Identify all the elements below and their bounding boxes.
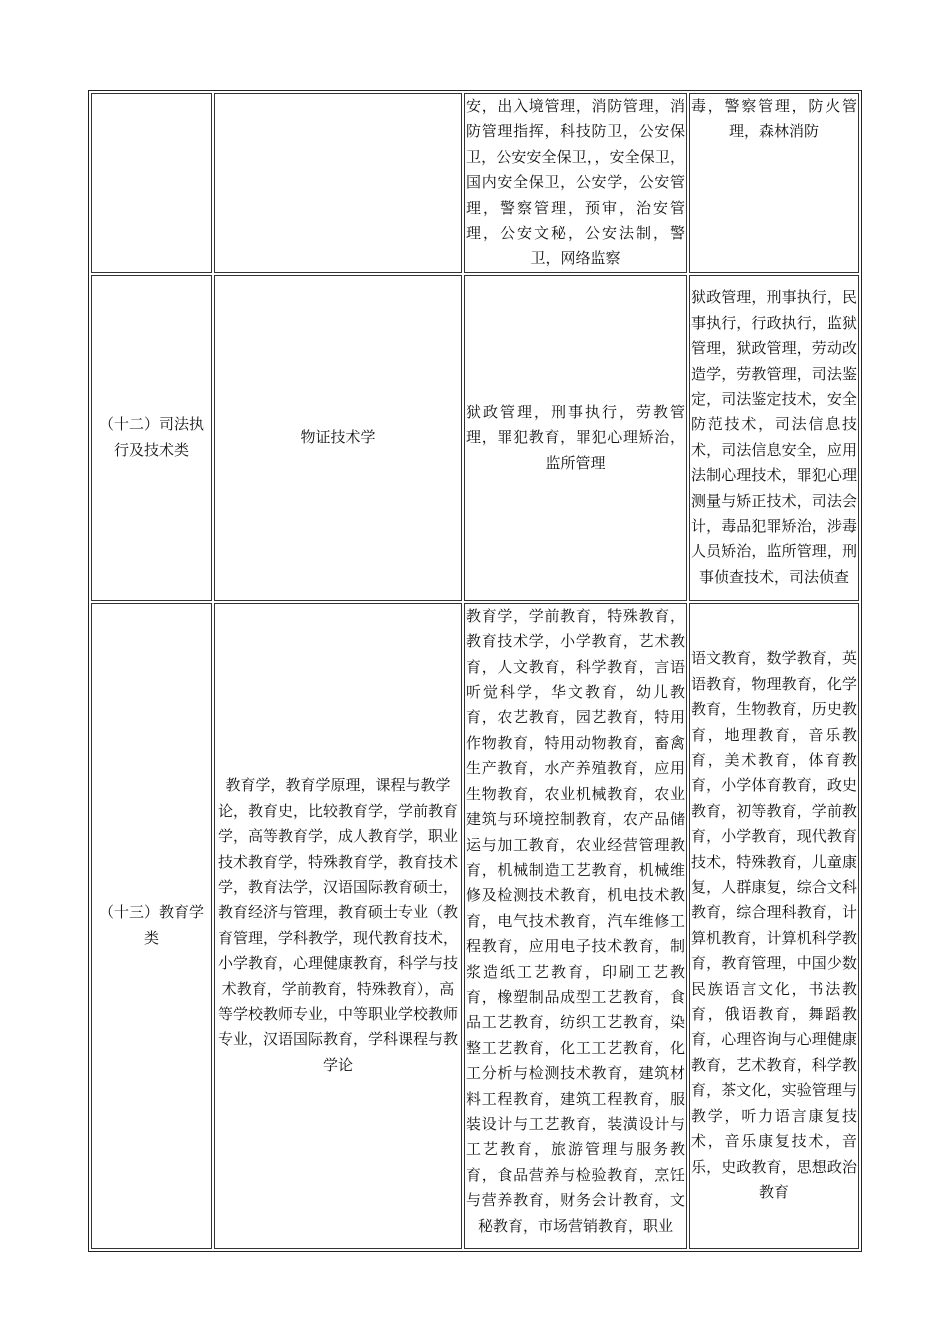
junior-college-majors-text: 语文教育，数学教育，英语教育，物理教育，化学教育，生物教育，历史教育，地理教育，音乐教育，美术教育，体育教育，小学体育教育，政史教育，初等教育，学前教育，小学教育，现代教育技术，特殊教育，儿童康复，人群康复，综合文科教育，综合理科教育，计算机教育，计算机科学教育，教育管理，中国少数民族语言文化，书法教育，俄语教育，舞蹈教育，心理咨询与心理健康教育，艺术教育，科学教育，茶文化，实验管理与教学，听力语言康复技术，音乐康复技术，音乐，史政教育，思想政治教育 [691,649,857,1201]
bachelor-majors-text: 狱政管理，刑事执行，劳教管理，罪犯教育，罪犯心理矫治，监所管理 [466,402,685,472]
junior-college-majors-text: 狱政管理，刑事执行，民事执行，行政执行，监狱管理，狱政管理，劳动改造学，劳教管理，司法鉴定，司法鉴定技术，安全防范技术，司法信息技术，司法信息安全，应用法制心理技术，罪犯心理测量与矫正技术，司法会计，毒品犯罪矫治，涉毒人员矫治，监所管理，刑事侦查技术，司法侦查 [691,288,857,586]
master-majors-cell [214,603,462,1249]
junior-college-majors-cell [689,93,859,273]
document-page [88,90,862,1252]
table-row [91,93,859,273]
major-catalog-table [88,90,862,1252]
bachelor-majors-text: 安，出入境管理，消防管理，消防管理指挥，科技防卫，公安保卫，公安安全保卫，，安全保卫，国内安全保卫，公安学，公安管理，警察管理，预审，治安管理，公安文秘，公安法制，警卫，网络监察 [466,97,685,268]
table-row [91,275,859,601]
category-cell [91,275,212,601]
master-majors-cell [214,93,462,273]
category-text: （十二）司法执行及技术类 [98,415,204,459]
master-majors-cell [214,275,462,601]
bachelor-majors-cell [464,93,687,273]
bachelor-majors-cell [464,275,687,601]
junior-college-majors-cell [689,275,859,601]
category-cell [91,93,212,273]
table-row [91,603,859,1249]
master-majors-text: 物证技术学 [300,428,376,447]
category-cell [91,603,212,1249]
bachelor-majors-cell [464,603,687,1249]
junior-college-majors-text: 毒，警察管理，防火管理，森林消防 [691,97,857,141]
master-majors-text: 教育学，教育学原理，课程与教学论，教育史，比较教育学，学前教育学，高等教育学，成人教育学，职业技术教育学，特殊教育学，教育技术学，教育法学，汉语国际教育硕士，教育经济与管理，教育硕士专业（教育管理，学科教学，现代教育技术，小学教育，心理健康教育，科学与技术教育，学前教育，特殊教育），高等学校教师专业，中等职业学校教师专业，汉语国际教育，学科课程与教学论 [217,776,458,1074]
bachelor-majors-text: 教育学，学前教育，特殊教育，教育技术学，小学教育，艺术教育，人文教育，科学教育，言语听觉科学，华文教育，幼儿教育，农艺教育，园艺教育，特用作物教育，特用动物教育，畜禽生产教育，水产养殖教育，应用生物教育，农业机械教育，农业建筑与环境控制教育，农产品储运与加工教育，农业经营管理教育，机械制造工艺教育，机械维修及检测技术教育，机电技术教育，电气技术教育，汽车维修工程教育，应用电子技术教育，制浆造纸工艺教育，印刷工艺教育，橡塑制品成型工艺教育，食品工艺教育，纺织工艺教育，染整工艺教育，化工工艺教育，化工分析与检测技术教育，建筑材料工程教育，建筑工程教育，服装设计与工艺教育，装潢设计与工艺教育，旅游管理与服务教育，食品营养与检验教育，烹饪与营养教育，财务会计教育，文秘教育，市场营销教育，职业 [466,606,685,1235]
junior-college-majors-cell [689,603,859,1249]
category-text: （十三）教育学类 [98,903,204,947]
